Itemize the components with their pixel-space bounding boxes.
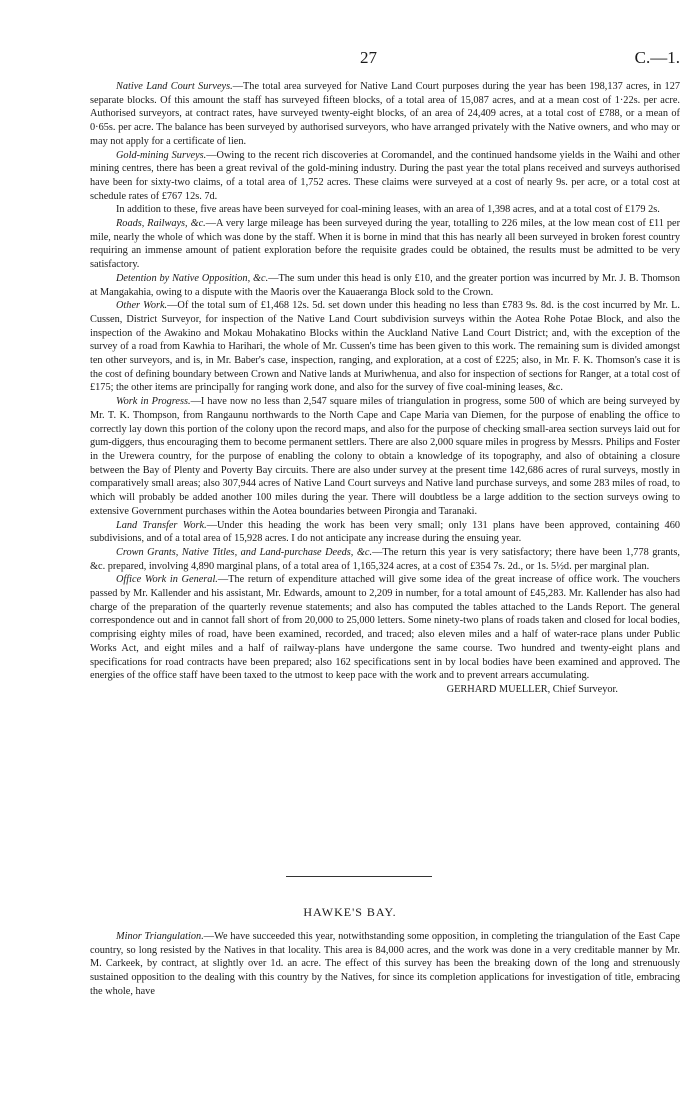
page-number: 27 <box>360 48 377 67</box>
paragraph-other-work <box>90 299 680 395</box>
paragraph-title: Native Land Court Surveys. <box>116 81 233 92</box>
paragraph-crown-grants <box>90 546 680 573</box>
paragraph-title: Office Work in General. <box>116 574 218 586</box>
paragraph-title: Land Transfer Work. <box>116 519 207 531</box>
paragraph-title: Other Work. <box>116 300 168 312</box>
page-header <box>90 48 680 70</box>
paragraph-text: —Of the total sum of £1,468 12s. 5d. set down under this heading no less than £783 9s. 8d. is the cost incurred by Mr. L. Cussen, District Surveyor, for inspection of the Native Land Court subdivision surveys within the Aotea Rohe Potae Block, and also the inspection of the Awakino and Mokau Mohakatino Blocks within the Auckland Native Land Court District; and, with the exception of the survey of a road from Kawhia to Harihari, the whole of Mr. Cussen's time has been given to this work. The remaining sum is divided amongst ten other surveyors, and is, in Mr. Baber's case, inspection, ranging, and exploration, at a cost of £225; also, in Mr. F. K. Thomson's case it is the cost of defining boundary between Crown and Native lands at Muriwhenua, and also for inspection of sections for Ranger, at a total cost of £175; the other items are principally for ranging work done, and also for the survey of five coal-mining leases, &c. <box>90 300 681 394</box>
paragraph-text: —The sum under this head is only £10, and the greater portion was incurred by Mr. J. B. Thomson at Mangakahia, owing to a dispute with the Maoris over the Kauaeranga Block sold to the Crown. <box>90 272 680 298</box>
paragraph-text: —A very large mileage has been surveyed during the year, totalling to 226 miles, at the low mean cost of £11 per mile, nearly the whole of which was done by the staff. When it is borne in mind that this has nearly all been surveyed in broken forest country requiring an immense amount of patient exploration before the requisite grades could be obtained, the results must be admitted to be very satisfactory. <box>90 218 681 271</box>
paragraph-detention <box>90 272 680 299</box>
document-reference: C.—1. <box>634 48 680 67</box>
paragraph-roads-railways <box>90 217 680 272</box>
paragraph-land-transfer <box>90 519 680 546</box>
paragraph-title: Crown Grants, Native Titles, and Land-purchase Deeds, &c. <box>116 546 373 558</box>
section-divider <box>286 876 432 877</box>
paragraph-title: Minor Triangulation. <box>116 931 204 942</box>
paragraph-gold-mining <box>90 149 680 204</box>
paragraph-title: Gold-mining Surveys. <box>116 149 207 161</box>
paragraph-text: —Owing to the recent rich discoveries at Coromandel, and the continued handsome yields in the Waihi and other mining centres, there has been a great revival of the gold-mining industry. During the past year the total plans received and surveys authorised have been for sixty-two claims, of a total area of 1,752 acres. These claims were surveyed at a cost of nearly 9s. per acre, or a total cost at schedule rates of £767 12s. 7d. <box>90 149 680 202</box>
paragraph-text: —I have now no less than 2,547 square miles of triangulation in progress, some 500 of which are being surveyed by Mr. T. K. Thompson, from Rangaunu northwards to the North Cape and Cape Maria van Diemen, for the purpose of enabling the office to correctly lay down this portion of the colony upon the record maps, and also for the purpose of checking small-area section surveys laid out for gum-diggers, thus encouraging them to become permanent settlers. There are also 2,000 square miles in progress by Messrs. Philips and Foster in the Urewera country, for the purpose of enabling the colony to obtain a knowledge of its topography, and also of obtaining a closure between the Bay of Plenty and Poverty Bay circuits. There are also under survey at the present time 142,686 acres of rural surveys, mostly in comparatively small areas; also 307,944 acres of Native Land Court surveys and Native land purchase surveys, and some 283 miles of road, to which will probably be added another 100 miles during the year. There will doubtless be a large addition to the section surveys owing to extensive Government purchases within the Aotea boundaries between Pirongia and Taranaki. <box>90 396 681 517</box>
paragraph-text: —The return of expenditure attached will give some idea of the great increase of office work. The vouchers passed by Mr. Kallender and his assistant, Mr. Edwards, amount to 2,209 in number, for a total amount of £45,283. Mr. Kallender has also had charge of the preparation of the quarterly revenue statements; and also has computed the tables attached to the Lands Report. The general correspondence out and in cannot fall short of from 20,000 to 25,000 letters. Some ninety-two plans of roads taken and closed for local bodies, comprising eighty miles of road, have been examined, recorded, and traced; also eleven miles and a half of water-race plans under Public Works Act, and eight miles and a half of railway-plans have undergone the same course. Two hundred and twenty-eight plans and specifications for road contracts have been prepared; also 162 specifications sent in by local bodies have been examined and approved. The energies of the office staff have been taxed to the utmost to keep pace with the work and to prevent arrears accumulating. <box>90 574 680 682</box>
paragraph-work-in-progress <box>90 395 680 518</box>
section-heading: HAWKE'S BAY. <box>303 905 397 919</box>
hawkes-bay-body <box>90 930 680 999</box>
paragraph-text: In addition to these, five areas have been surveyed for coal-mining leases, with an area of 1,398 acres, and at a total cost of £179 2s. <box>116 204 660 216</box>
paragraph-title: Work in Progress. <box>116 396 191 408</box>
paragraph-text: —The return this year is very satisfactory; there have been 1,778 grants, &c. prepared, involving 4,890 marginal plans, of a total area of 1,165,324 acres, at a cost of £354 7s. 2d., or 1s. 5½d. per marginal plan. <box>90 546 680 572</box>
report-body <box>90 80 680 697</box>
paragraph-text: —Under this heading the work has been very small; only 131 plans have been approved, containing 460 subdivisions, and of a total area of 15,928 acres. I do not anticipate any increase during the ensuing year. <box>90 519 681 545</box>
paragraph-text: —We have succeeded this year, notwithstanding some opposition, in completing the triangulation of the East Cape country, so long resisted by the Natives in that locality. This area is 84,000 acres, and the work was done in a very creditable manner by Mr. M. Carkeek, by contract, at slightly over 1d. an acre. The effect of this survey has been the breaking down of the long and strenuously sustained opposition to the dealing with this country by the Natives, for since its completion applications for investigation of title, embracing the whole, have <box>90 931 680 997</box>
signature: GERHARD MUELLER, Chief Surveyor. <box>446 683 618 695</box>
paragraph-title: Roads, Railways, &c. <box>116 218 206 230</box>
paragraph-minor-triangulation <box>90 930 680 999</box>
paragraph-title: Detention by Native Opposition, &c. <box>116 272 269 284</box>
paragraph-text: —The total area surveyed for Native Land Court purposes during the year has been 198,137 acres, in 127 separate blocks. Of this amount the staff has surveyed fifteen blocks, of a total area of 15,087 acres, and at a mean cost of 1·22s. per acre. Authorised surveyors, at contract rates, have surveyed twenty-eight blocks, of an area of 24,409 acres, at a total cost of £788, or a mean of 0·65s. per acre. The balance has been surveyed by authorised surveyors, who have arranged privately with the Native owners, and who may or may not apply for a certificate of lien. <box>90 81 680 147</box>
paragraph-native-land-court <box>90 80 680 149</box>
paragraph-coal-mining <box>90 203 680 217</box>
paragraph-office-work <box>90 573 680 696</box>
